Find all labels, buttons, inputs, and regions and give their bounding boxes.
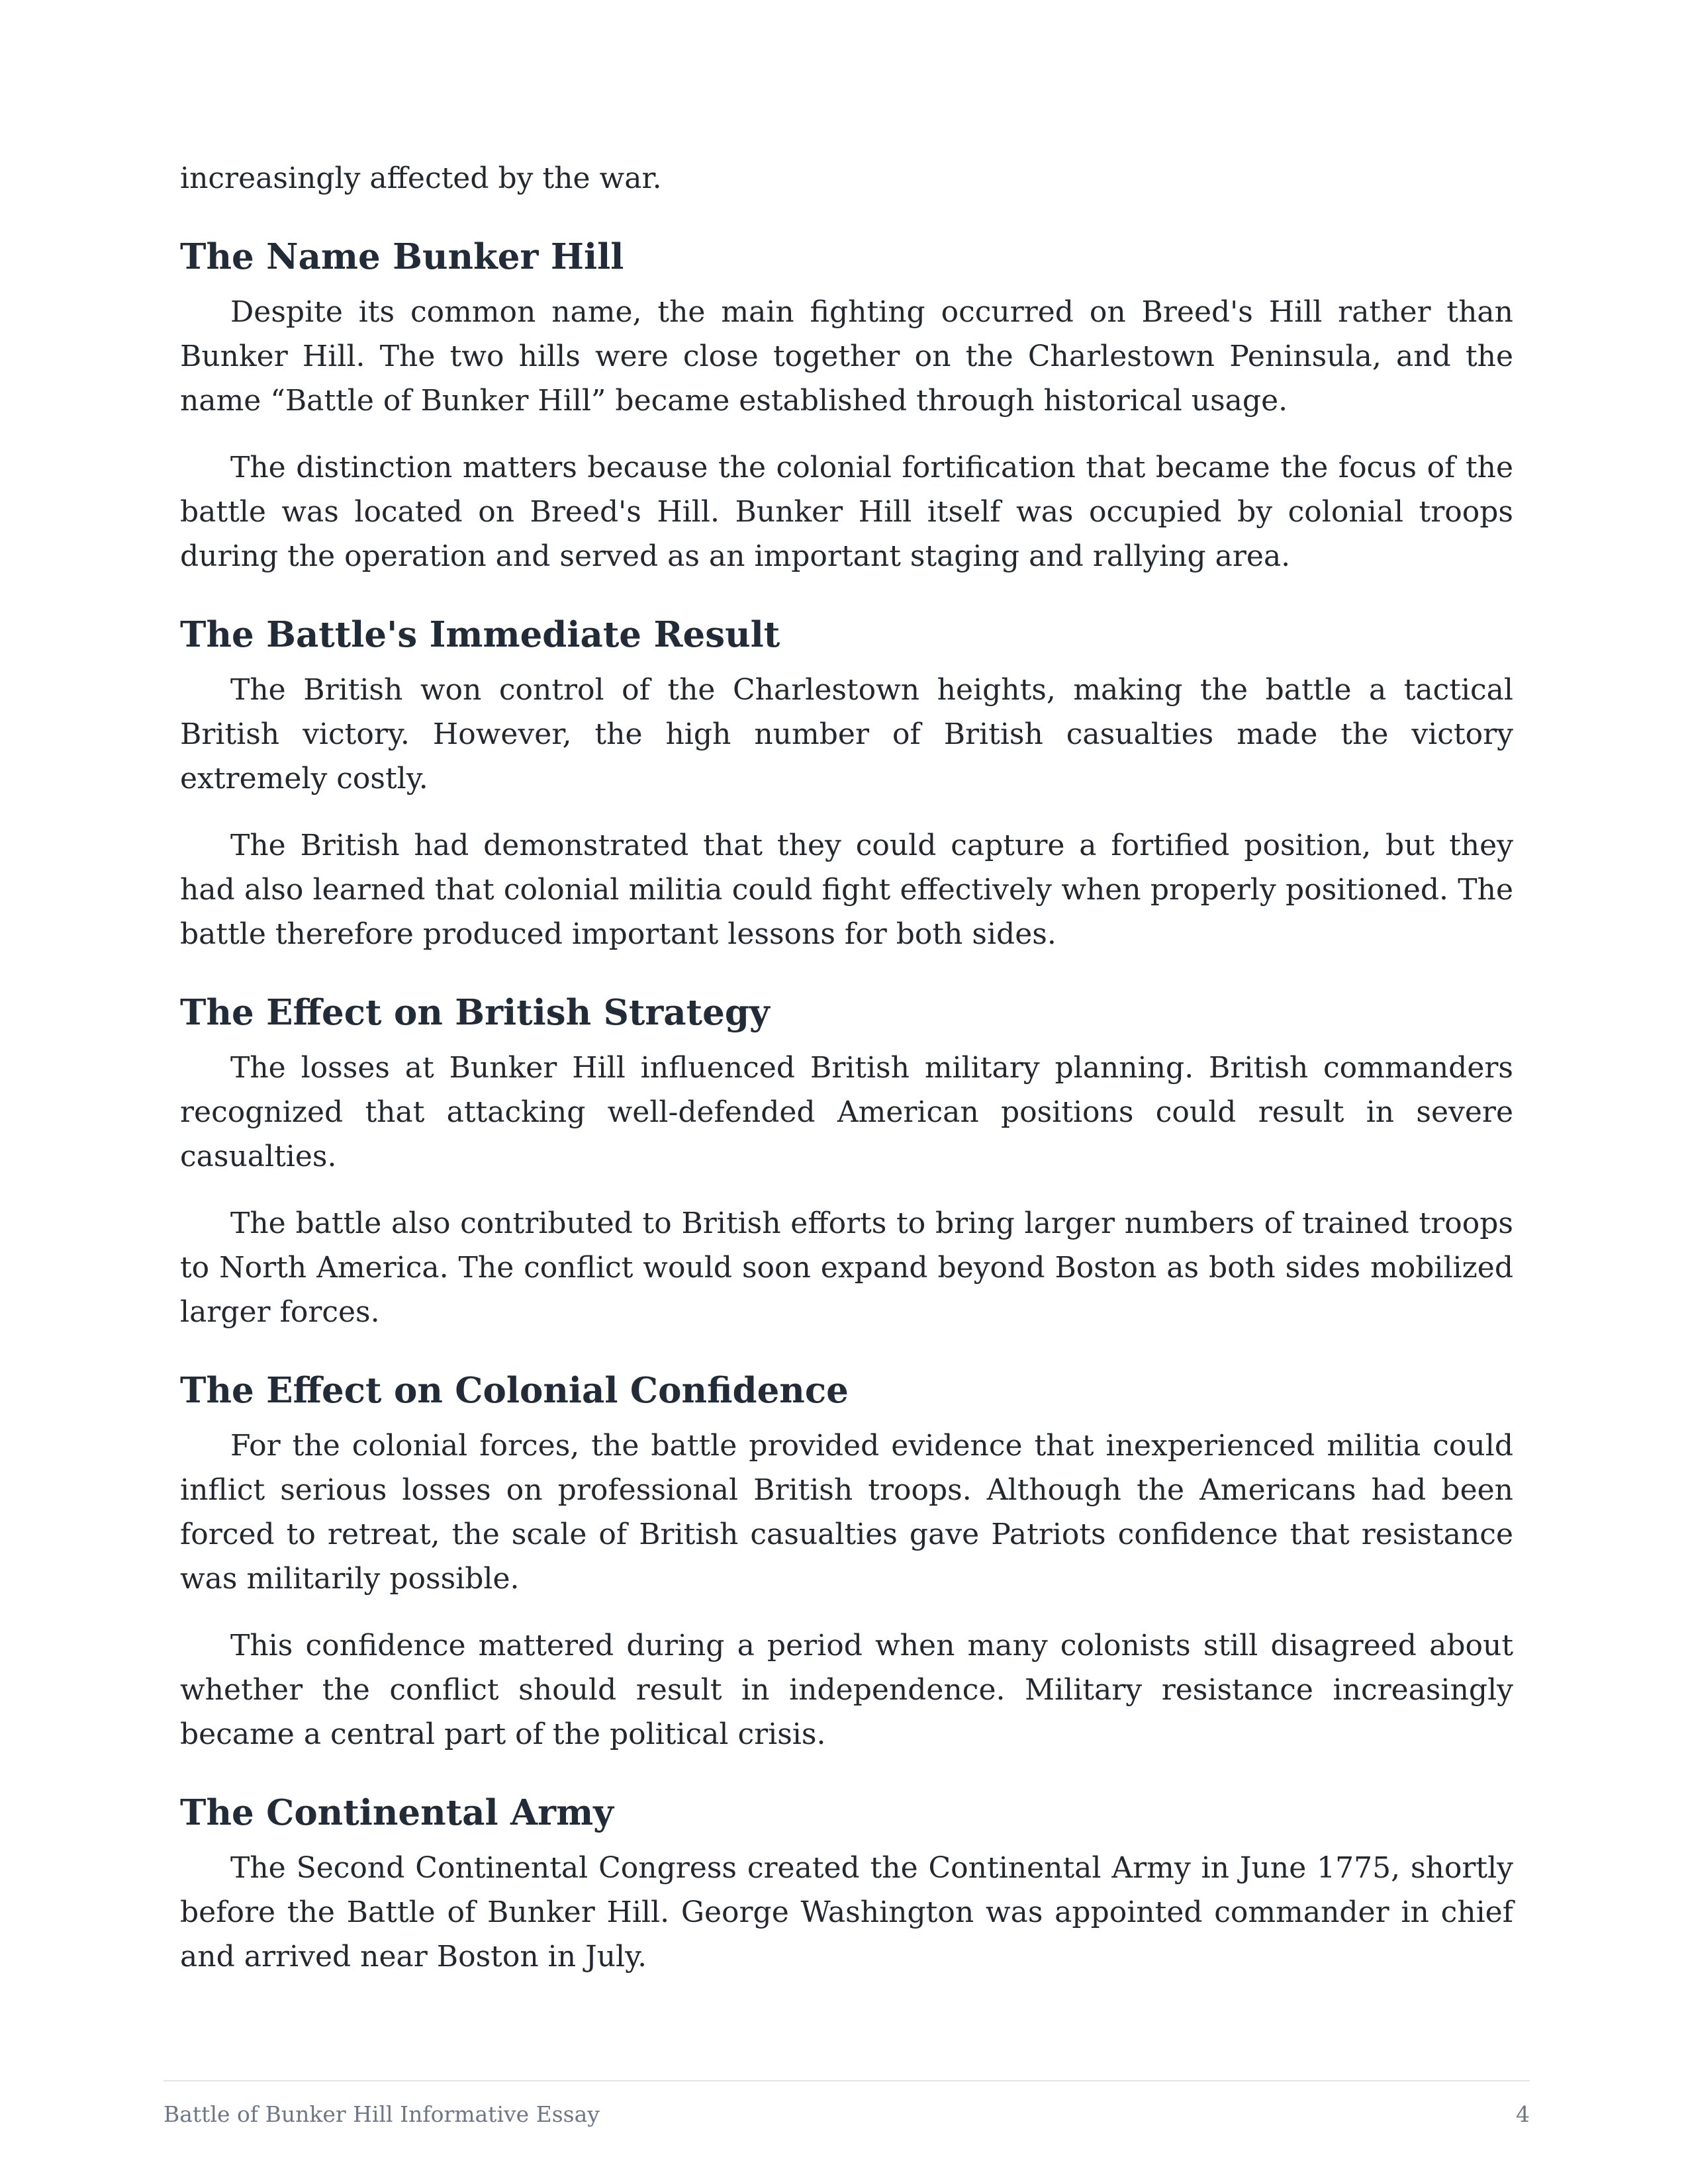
- footer-page-number: 4: [1516, 2101, 1530, 2127]
- section-continental-army: [180, 1792, 1513, 1979]
- section-british-strategy: [180, 991, 1513, 1334]
- section-paragraph: The distinction matters because the colonial fortification that became the focus of the battle was located on Breed's Hill. Bunker Hill itself was occupied by colonial troops during the operation and served as an important staging and rallying area.: [180, 451, 1513, 573]
- continuation-paragraph: increasingly affected by the war.: [180, 161, 662, 195]
- page-footer: [164, 2080, 1530, 2134]
- section-paragraph: The British had demonstrated that they could capture a fortified position, but they had also learned that colonial militia could fight effectively when properly positioned. The battle therefore produced important lessons for both sides.: [180, 829, 1513, 951]
- section-paragraph: This confidence mattered during a period when many colonists still disagreed about whether the conflict should result in independence. Military resistance increasingly became a central part of the political crisis.: [180, 1629, 1513, 1751]
- footer-document-title: Battle of Bunker Hill Informative Essay: [164, 2101, 600, 2127]
- section-paragraph: The British won control of the Charlestown heights, making the battle a tactical British victory. However, the high number of British casualties made the victory extremely costly.: [180, 673, 1513, 796]
- page-content: [180, 156, 1513, 2001]
- section-heading: The Effect on British Strategy: [180, 992, 770, 1033]
- section-paragraph: The battle also contributed to British efforts to bring larger numbers of trained troops to North America. The conflict would soon expand beyond Boston as both sides mobilized larger forces.: [180, 1206, 1513, 1329]
- section-paragraph: The losses at Bunker Hill influenced British military planning. British commanders recognized that attacking well-defended American positions could result in severe casualties.: [180, 1051, 1513, 1173]
- section-paragraph: For the colonial forces, the battle provided evidence that inexperienced militia could inflict serious losses on professional British troops. Although the Americans had been forced to retreat, the scale of British casualties gave Patriots confidence that resistance was militarily possible.: [180, 1429, 1513, 1596]
- section-heading: The Continental Army: [180, 1792, 614, 1833]
- section-colonial-confidence: [180, 1369, 1513, 1756]
- section-paragraph: Despite its common name, the main fighting occurred on Breed's Hill rather than Bunker Hill. The two hills were close together on the Charlestown Peninsula, and the name “Battle of Bunker Hill” became established through historical usage.: [180, 295, 1513, 418]
- section-heading: The Battle's Immediate Result: [180, 614, 780, 655]
- section-heading: The Effect on Colonial Confidence: [180, 1370, 849, 1411]
- section-heading: The Name Bunker Hill: [180, 236, 624, 277]
- section-paragraph: The Second Continental Congress created the Continental Army in June 1775, shortly before the Battle of Bunker Hill. George Washington was appointed commander in chief and arrived near Boston in July.: [180, 1851, 1513, 1974]
- section-name-bunker-hill: [180, 236, 1513, 578]
- section-immediate-result: [180, 614, 1513, 956]
